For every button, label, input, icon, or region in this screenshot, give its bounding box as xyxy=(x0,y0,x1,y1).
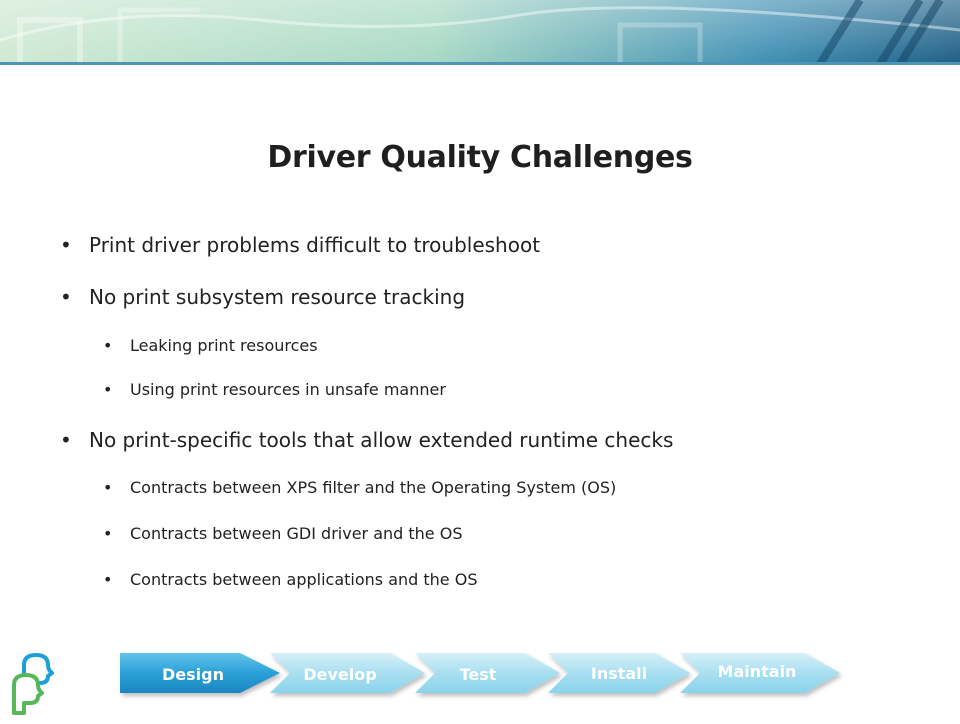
bullet-dot: • xyxy=(103,570,113,589)
sub-bullet-item xyxy=(103,478,616,497)
bullet-text: Contracts between XPS filter and the Operating System (OS) xyxy=(130,478,617,497)
bullet-dot: • xyxy=(60,233,72,257)
two-heads-logo-icon xyxy=(14,655,52,713)
bullet-text: Contracts between GDI driver and the OS xyxy=(130,524,463,543)
bullet-dot: • xyxy=(103,336,113,355)
sub-bullet-item xyxy=(103,336,318,355)
bullet-item xyxy=(60,285,465,309)
stage-label: Test xyxy=(459,665,497,684)
bullet-text: Print driver problems difficult to troubleshoot xyxy=(89,233,541,257)
sub-bullet-item xyxy=(103,380,446,399)
bullet-dot: • xyxy=(60,285,72,309)
bullet-item xyxy=(60,428,673,452)
bullet-text: No print subsystem resource tracking xyxy=(89,285,466,309)
bullet-text: No print-specific tools that allow extended runtime checks xyxy=(89,428,674,452)
sub-bullet-item xyxy=(103,570,477,589)
stage-label: Develop xyxy=(303,665,377,684)
bullet-dot: • xyxy=(60,428,72,452)
stage-label: Design xyxy=(162,665,224,684)
stage-label: Maintain xyxy=(717,662,797,681)
stage-label: Install xyxy=(590,664,648,683)
sub-bullet-item xyxy=(103,524,462,543)
page-title: Driver Quality Challenges xyxy=(267,140,693,175)
process-strip xyxy=(0,625,960,720)
bullet-dot: • xyxy=(103,524,113,543)
bullet-text: Contracts between applications and the OS xyxy=(130,570,478,589)
bullet-dot: • xyxy=(103,478,113,497)
bullet-text: Leaking print resources xyxy=(130,336,318,355)
bullet-text: Using print resources in unsafe manner xyxy=(130,380,446,399)
bullet-dot: • xyxy=(103,380,113,399)
bullet-item xyxy=(60,233,540,257)
footer xyxy=(0,625,960,720)
